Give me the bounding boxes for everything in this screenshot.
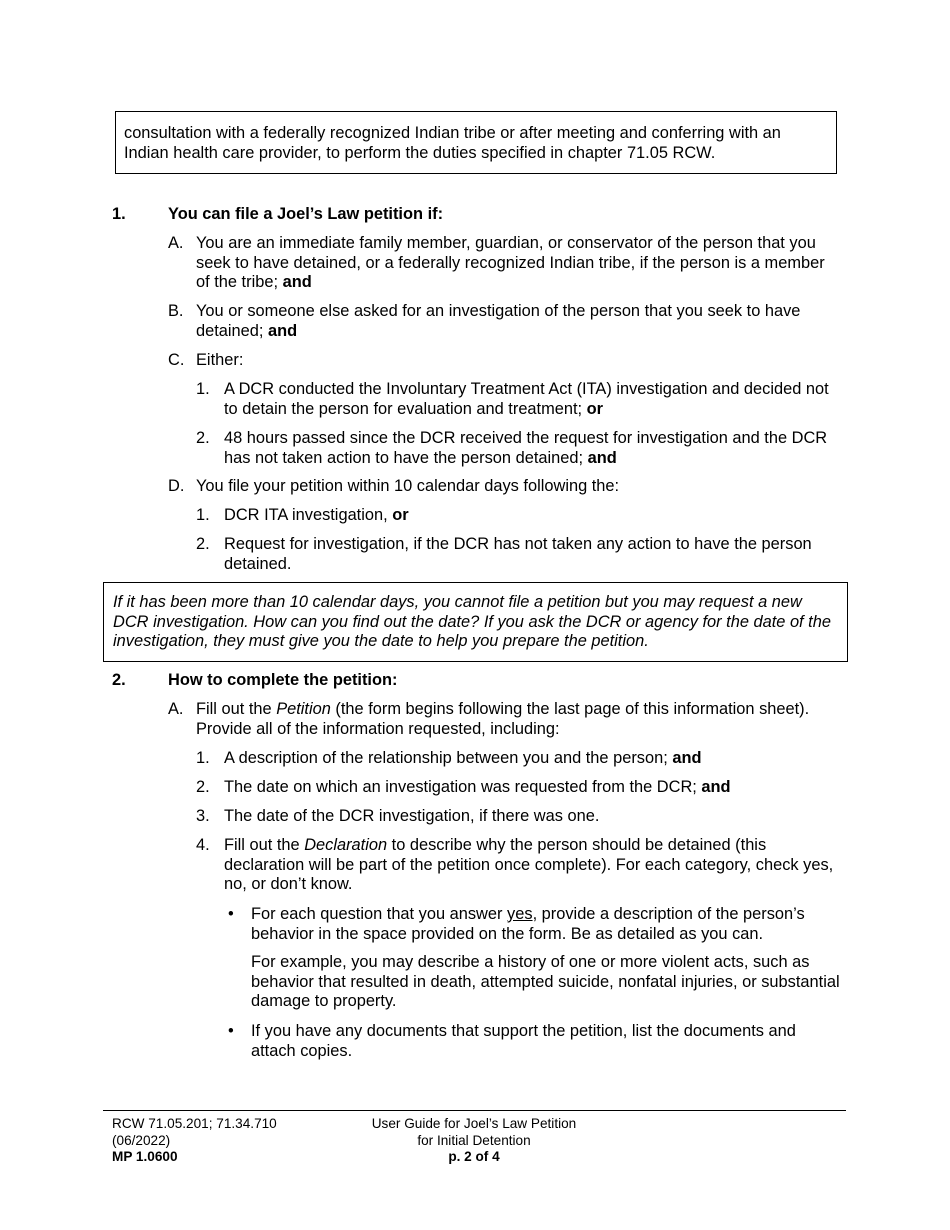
section-2-number: 2. (112, 671, 126, 689)
footer-left (112, 1116, 277, 1166)
item-conjunction: and (672, 749, 702, 767)
item-conjunction: or (586, 399, 604, 418)
item-text: 48 hours passed since the DCR received the request for investigation and the DCR has not taken action to have the person detained; (224, 429, 828, 467)
item-text-post: (the form begins following the last page of this information sheet). Provide all of the information requested, including: (196, 700, 810, 738)
item-marker: A. (168, 700, 184, 718)
item-text: DCR ITA investigation, (224, 506, 388, 524)
item-conjunction: and (282, 273, 312, 291)
item-text: A DCR conducted the Involuntary Treatment Act (ITA) investigation and decided not to detain the person for evaluation and treatment; (224, 380, 829, 418)
declaration-form-name: Declaration (304, 836, 388, 854)
item-text-post: to describe why the person should be detained (this declaration will be part of the petition once complete). For each category, check yes, no, or don’t know. (224, 836, 834, 893)
bullet-icon: • (228, 905, 234, 923)
section-1-number: 1. (112, 205, 126, 223)
item-text: You file your petition within 10 calendar days following the: (196, 477, 620, 495)
deadline-note-box (103, 582, 848, 662)
section-2-title: How to complete the petition: (168, 671, 398, 689)
item-conjunction: and (268, 321, 298, 340)
bullet-icon: • (228, 1022, 234, 1040)
footer-rcw-citation: RCW 71.05.201; 71.34.710 (112, 1116, 277, 1131)
item-marker: 1. (196, 506, 210, 524)
item-marker: 3. (196, 807, 210, 825)
item-text-pre: Fill out the (196, 700, 272, 718)
footer-page-number: p. 2 of 4 (448, 1149, 500, 1164)
item-text: Either: (196, 351, 244, 369)
footer-revision-date: (06/2022) (112, 1132, 171, 1148)
item-marker: C. (168, 351, 185, 369)
item-marker: A. (168, 234, 184, 252)
continuation-text: consultation with a federally recognized Indian tribe or after meeting and conferring with an Indian health care provider, to perform the duties specified in chapter 71.05 RCW. (124, 124, 781, 162)
item-text: The date on which an investigation was requested from the DCR; (224, 778, 697, 796)
item-text: A description of the relationship between you and the person; (224, 749, 668, 767)
footer-document-title: User Guide for Joel’s Law Petition (371, 1116, 577, 1131)
item-conjunction: and (701, 778, 731, 796)
bullet-text-post: , provide a description of the person’s behavior in the space provided on the form. Be as detailed as you can. (251, 905, 805, 943)
item-conjunction: and (587, 448, 617, 467)
footer-document-subtitle: for Initial Detention (417, 1132, 531, 1148)
continuation-box (115, 111, 837, 174)
item-marker: 2. (196, 429, 210, 447)
item-marker: D. (168, 477, 185, 495)
item-text: Request for investigation, if the DCR has not taken any action to have the person detained. (224, 535, 812, 573)
item-marker: 4. (196, 836, 210, 854)
deadline-note-text: If it has been more than 10 calendar days, you cannot file a petition but you may request a new DCR investigation. How can you find out the date? If you ask the DCR or agency for the date of the investigation, they must give you the date to help you prepare the petition. (113, 593, 831, 650)
item-text: You or someone else asked for an investigation of the person that you seek to have detained; (196, 302, 801, 340)
petition-form-name: Petition (276, 700, 331, 718)
item-marker: 1. (196, 749, 210, 767)
item-text-pre: Fill out the (224, 836, 300, 854)
item-marker: 1. (196, 380, 210, 398)
item-text: The date of the DCR investigation, if there was one. (224, 807, 600, 825)
item-text: You are an immediate family member, guardian, or conservator of the person that you seek to have detained, or a federally recognized Indian tribe, if the person is a member of the tribe; (196, 234, 825, 291)
bullet-text-pre: For each question that you answer (251, 905, 503, 923)
item-marker: 2. (196, 535, 210, 553)
item-marker: 2. (196, 778, 210, 796)
footer-form-number: MP 1.0600 (112, 1149, 178, 1164)
item-marker: B. (168, 302, 184, 320)
bullet-underlined-answer: yes (507, 905, 533, 923)
section-1-title: You can file a Joel’s Law petition if: (168, 205, 444, 223)
footer-divider (103, 1110, 846, 1111)
item-conjunction: or (392, 506, 409, 524)
bullet-text: If you have any documents that support the petition, list the documents and attach copies. (251, 1022, 796, 1060)
bullet-example-paragraph: For example, you may describe a history of one or more violent acts, such as behavior that resulted in death, attempted suicide, nonfatal injuries, or substantial damage to property. (251, 953, 840, 1010)
footer-center (330, 1116, 618, 1166)
